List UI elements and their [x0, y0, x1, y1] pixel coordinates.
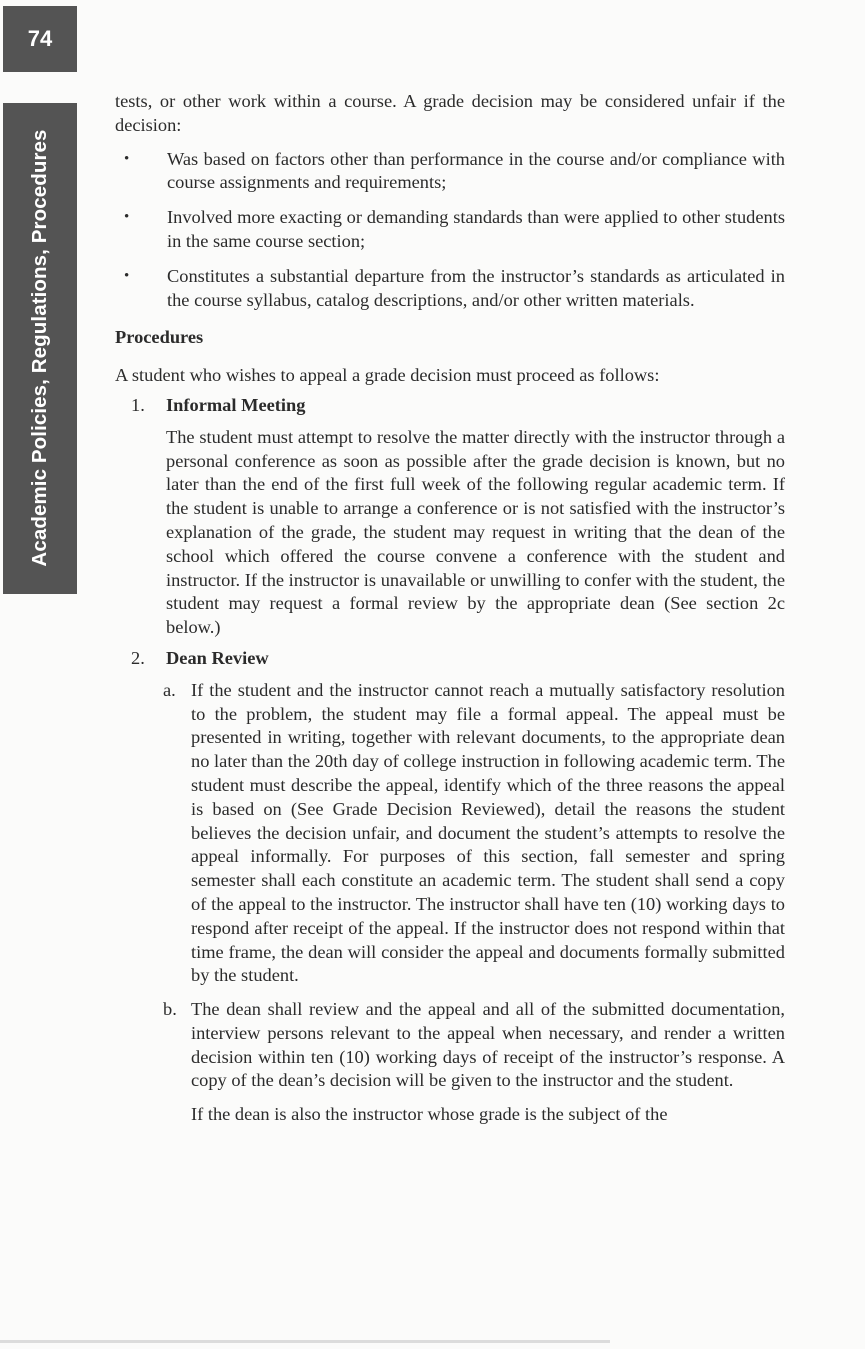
bullet-icon: • [124, 267, 130, 284]
bullet-icon: • [124, 150, 130, 167]
step-informal-meeting [115, 394, 785, 640]
section-tab [3, 103, 77, 594]
item-letter: a. [163, 679, 176, 700]
step-title: Dean Review [166, 647, 269, 668]
page-number-tab [3, 6, 77, 72]
list-item [115, 265, 785, 313]
procedures-lead: A student who wishes to appeal a grade decision must proceed as follows: [115, 365, 660, 386]
list-item [115, 148, 785, 196]
criterion-text: Was based on factors other than performance in the course and/or compliance with course assignments and requirements; [167, 148, 785, 193]
step-dean-review [115, 647, 785, 1127]
item-text: If the student and the instructor cannot reach a mutually satisfactory resolution to the problem, the student may file a formal appeal. The appeal must be presented in writing, together with relevant documents, to the appropriate dean no later than the 20th day of college instruction in following academic term. The student must describe the appeal, identify which of the three reasons the appeal is based on (See Grade Decision Reviewed), detail the reasons the student believes the decision unfair, and document the student’s attempts to resolve the appeal informally. For purposes of this section, fall semester and spring semester shall each constitute an academic term. The student shall send a copy of the appeal to the instructor. The instructor shall have ten (10) working days to respond after receipt of the appeal. If the instructor does not respond within that time frame, the dean will consider the appeal and documents formally submitted by the student. [191, 679, 785, 986]
unfair-criteria-list [115, 148, 785, 313]
step-number: 1. [131, 394, 145, 415]
dean-review-item-a [163, 679, 785, 988]
item-text: The dean shall review and the appeal and all of the submitted documentation, interview persons relevant to the appeal when necessary, and render a written decision within ten (10) working days of receipt of the instructor’s response. A copy of the dean’s decision will be given to the instructor and the student. [191, 999, 785, 1091]
step-number: 2. [131, 647, 145, 668]
criterion-text: Involved more exacting or demanding standards than were applied to other students in the same course section; [167, 207, 785, 251]
page-bottom-rule [0, 1340, 610, 1343]
criterion-text: Constitutes a substantial departure from the instructor’s standards as articulated in the course syllabus, catalog descriptions, and/or other written materials. [167, 265, 785, 310]
intro-paragraph: tests, or other work within a course. A grade decision may be considered unfair if the decision: [115, 91, 785, 135]
dean-review-item-b [163, 998, 785, 1093]
item-letter: b. [163, 999, 177, 1020]
list-item [115, 206, 785, 254]
step-body: The student must attempt to resolve the matter directly with the instructor through a personal conference as soon as possible after the grade decision is known, but no later than the end of the first full week of the following regular academic term. If the student is unable to arrange a conference or is not satisfied with the instructor’s explanation of the grade, the student may request in writing that the dean of the school which offered the course convene a conference with the student and instructor. If the instructor is unavailable or unwilling to confer with the student, the student may request a formal review by the appropriate dean (See section 2c below.) [166, 426, 785, 638]
page-number: 74 [27, 26, 53, 51]
section-tab-label: Academic Policies, Regulations, Procedures [28, 129, 51, 567]
continuation-paragraph: If the dean is also the instructor whose grade is the subject of the [191, 1104, 668, 1125]
step-title: Informal Meeting [166, 394, 306, 415]
procedures-heading: Procedures [115, 327, 204, 348]
bullet-icon: • [124, 209, 130, 226]
page-content [115, 90, 785, 1127]
